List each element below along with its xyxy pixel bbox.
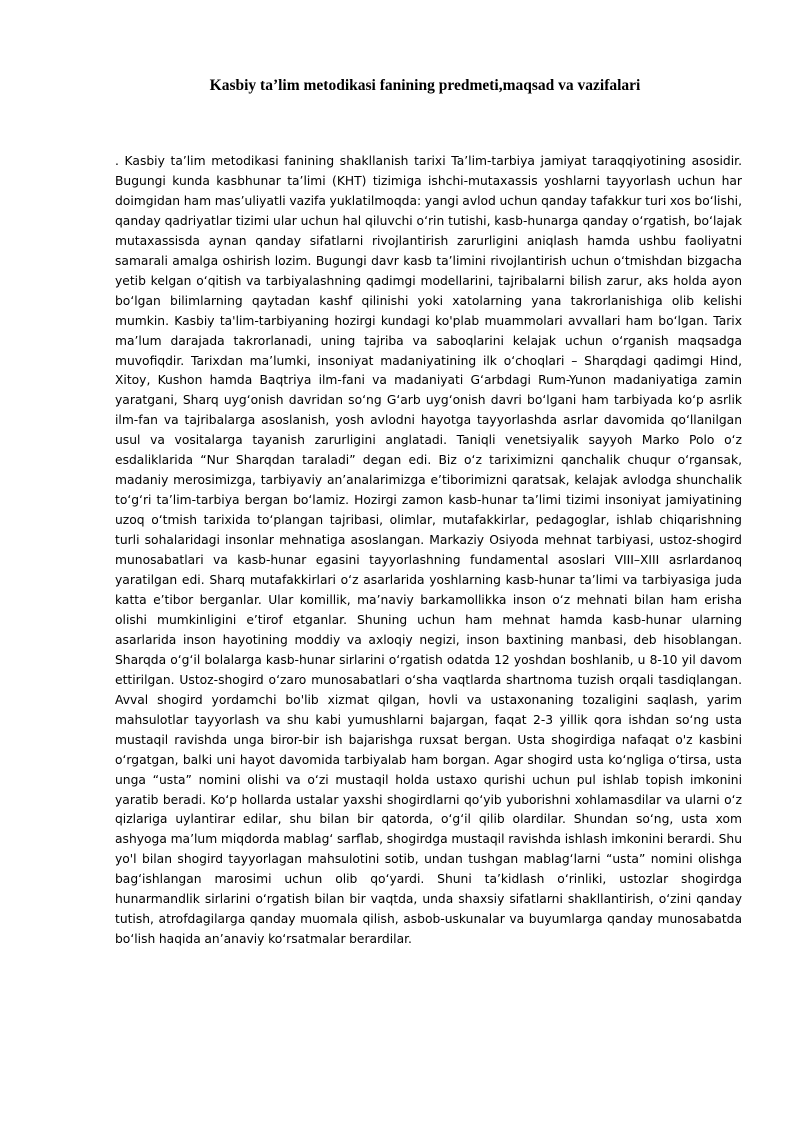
document-title: Kasbiy ta’lim metodikasi fanining predmeti,maqsad va vazifalari — [209, 77, 641, 94]
document-body-paragraph: . Kasbiy ta’lim metodikasi fanining shakllanish tarixi Ta’lim-tarbiya jamiyat taraqqiyotining asosidir. Bugungi kunda kasbhunar ta’limi (KHT) tizimiga ishchi-mutaxassis yoshlarni tayyorlash uchun har doimgidan ham mas’uliyatli vazifa yuklatilmoqda: yangi avlod uchun qanday tafakkur turi xos bo‘lishi, qanday qadriyatlar tizimi ular uchun hal qiluvchi o‘rin tutishi, kasb-hunarga qanday o‘rgatish, bo‘lajak mutaxassisda aynan qanday sifatlarni rivojlantirish zarurligini aniqlash hamda ushbu faoliyatni samarali amalga oshirish lozim. Bugungi davr kasb ta’limini rivojlantirish uchun o‘tmishdan bizgacha yetib kelgan o‘qitish va tarbiyalashning qadimgi modellarini, tajribalarni bilish zarur, aks holda ayon bo‘lgan bilimlarning qaytadan kashf qilinishi yoki xatolarning yana takrorlanishiga olib kelishi mumkin. Kasbiy ta'lim-tarbiyaning hozirgi kundagi ko'plab muammolari avvallari ham bo‘lgan. Tarix ma’lum darajada takrorlanadi, uning tajriba va saboqlarini kelajak uchun o‘rganish maqsadga muvofiqdir. Tarixdan ma’lumki, insoniyat madaniyatining ilk o‘choqlari – Sharqdagi qadimgi Hind, Xitoy, Kushon hamda Baqtriya ilm-fani va madaniyati G‘arbdagi Rum-Yunon madaniyatiga zamin yaratgani, Sharq uyg‘onish davridan so‘ng G‘arb uyg‘onish davri bo‘lgani ham tarbiyada ko‘p asrlik ilm-fan va tajribalarga asoslanish, yosh avlodni hayotga tayyorlashda asrlar davomida qo‘llanilgan usul va vositalarga tayanish zarurligini anglatadi. Taniqli venetsiyalik sayyoh Marko Polo o‘z esdaliklarida “Nur Sharqdan taraladi” degan edi. Biz o‘z tariximizni qanchalik chuqur o‘rgansak, madaniy merosimizga, tarbiyaviy an’analarimizga e’tiborimizni qaratsak, kelajak avlodga shunchalik to‘g‘ri ta’lim-tarbiya bergan bo‘lamiz. Hozirgi zamon kasb-hunar ta’limi tizimi insoniyat jamiyatining uzoq o‘tmish tarixida to‘plangan tajribasi, olimlar, mutafakkirlar, pedagoglar, ishlab chiqarishning turli sohalaridagi insonlar mehnatiga asoslangan. Markaziy Osiyoda mehnat tarbiyasi, ustoz-shogird munosabatlari va kasb-hunar egasini tayyorlashning fundamental asoslari VIII–XIII asrlardanoq yaratilgan edi. Sharq mutafakkirlari o‘z asarlarida yoshlarning kasb-hunar ta’limi va tarbiyasiga juda katta e’tibor berganlar. Ular komillik, ma’naviy barkamollikka inson o‘z mehnati bilan ham erisha olishi mumkinligini e’tirof etganlar. Shuning uchun ham mehnat hamda kasb-hunar ularning asarlarida inson hayotining moddiy va axloqiy negizi, inson baxtining manbasi, deb hisoblangan. Sharqda o‘g‘il bolalarga kasb-hunar sirlarini o‘rgatish odatda 12 yoshdan boshlanib, u 8-10 yil davom ettirilgan. Ustoz-shogird o‘zaro munosabatlari o‘sha vaqtlarda shartnoma tuzish orqali tasdiqlangan. Avval shogird yordamchi bo'lib xizmat qilgan, hovli va ustaxonaning tozaligini saqlash, yarim mahsulotlar tayyorlash va shu kabi yumushlarni bajargan, faqat 2-3 yillik qora ishdan so‘ng usta mustaqil ravishda unga biror-bir ish bajarishga ruxsat bergan. Usta shogirdiga nafaqat o'z kasbini o‘rgatgan, balki uni hayot davomida tarbiyalab ham borgan. Agar shogird usta ko‘ngliga o‘tirsa, usta unga “usta” nomini olishi va o‘zi mustaqil holda ustaxo qurishi uchun pul ishlab topish imkonini yaratib beradi. Ko‘p hollarda ustalar yaxshi shogirdlarni qo‘yib yuborishni xohlamasdilar va ularni o‘z qizlariga uylantirar edilar, shu bilan bir qatorda, o‘g‘il qilib olardilar. Shundan so‘ng, usta xom ashyoga ma’lum miqdorda mablag‘ sarflab, shogirdga mustaqil ravishda ishlash imkonini berardi. Shu yo'l bilan shogird tayyorlagan mahsulotini sotib, undan tushgan mablag‘larni “usta” nomini olishga bag‘ishlangan marosimi uchun olib qo‘yardi. Shuni ta’kidlash o‘rinliki, ustozlar shogirdga hunarmandlik sirlarini o‘rgatish bilan bir vaqtda, unda shaxsiy sifatlarni shakllantirish, o‘zini qanday tutish, atrofdagilarga qanday muomala qilish, asbob-uskunalar va buyumlarga qanday munosabatda bo‘lish haqida an’anaviy ko‘rsatmalar berardilar. — [115, 154, 742, 947]
